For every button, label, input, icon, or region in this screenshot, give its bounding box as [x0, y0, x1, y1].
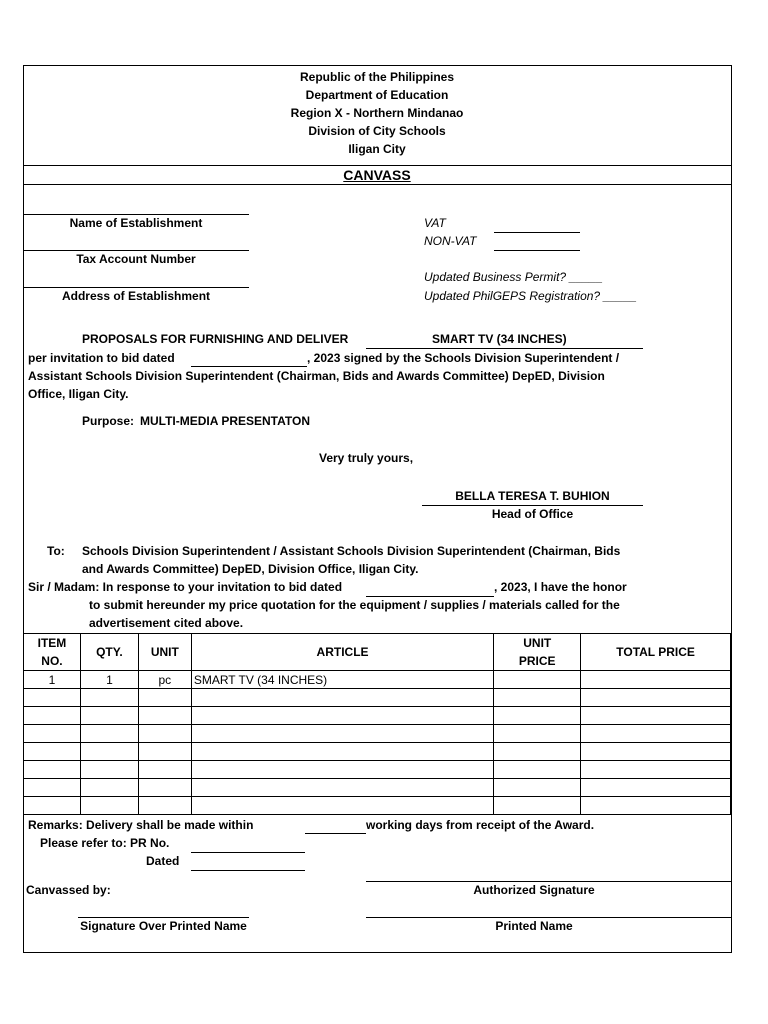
- cell[interactable]: [24, 725, 81, 743]
- address-of-establishment-label: Address of Establishment: [61, 289, 211, 303]
- cell[interactable]: [191, 779, 493, 797]
- table-row: [24, 761, 731, 779]
- vat-field-line[interactable]: [494, 232, 580, 233]
- proposal-line-4: Office, Iligan City.: [28, 387, 129, 401]
- cell[interactable]: [24, 707, 81, 725]
- cell[interactable]: [191, 707, 493, 725]
- name-of-establishment-label: Name of Establishment: [69, 216, 203, 230]
- cell[interactable]: [191, 743, 493, 761]
- cell[interactable]: [138, 707, 191, 725]
- cell[interactable]: [80, 779, 138, 797]
- cell[interactable]: [24, 797, 81, 815]
- letterhead-line-5: Iligan City: [348, 142, 406, 156]
- proposal-lead: PROPOSALS FOR FURNISHING AND DELIVER: [82, 332, 349, 346]
- address-field-line[interactable]: [23, 287, 249, 288]
- cell[interactable]: [138, 743, 191, 761]
- table-row: [24, 779, 731, 797]
- authorized-signature-label: Authorized Signature: [473, 883, 595, 897]
- table-row: [24, 743, 731, 761]
- business-permit-label: Updated Business Permit? _____: [424, 270, 603, 284]
- table-row: [24, 797, 731, 815]
- proposal-item-line: [366, 348, 643, 349]
- col-article: ARTICLE: [191, 634, 493, 671]
- proposal-line-3: Assistant Schools Division Superintendent (Chairman, Bids and Awards Committee) DepED, Division: [28, 369, 605, 383]
- cell[interactable]: [24, 689, 81, 707]
- cell[interactable]: [24, 779, 81, 797]
- dated-line[interactable]: [191, 870, 305, 871]
- canvasser-signature-line[interactable]: [78, 917, 249, 918]
- cell[interactable]: [494, 725, 581, 743]
- cell[interactable]: [494, 779, 581, 797]
- table-row: [24, 689, 731, 707]
- cell[interactable]: [494, 743, 581, 761]
- cell[interactable]: [138, 797, 191, 815]
- non-vat-field-line[interactable]: [494, 250, 580, 251]
- cell[interactable]: [581, 707, 731, 725]
- pr-no-label: Please refer to: PR No.: [40, 836, 170, 850]
- cell[interactable]: [24, 761, 81, 779]
- cell[interactable]: [494, 707, 581, 725]
- signatory-name: BELLA TERESA T. BUHION: [455, 489, 610, 503]
- cell-unit-price[interactable]: [494, 671, 581, 689]
- col-total-price: TOTAL PRICE: [581, 634, 731, 671]
- cell[interactable]: [581, 689, 731, 707]
- honor-text: , 2023, I have the honor: [494, 580, 627, 594]
- signatory-line: [422, 505, 643, 506]
- cell[interactable]: [138, 779, 191, 797]
- closing: Very truly yours,: [319, 451, 414, 465]
- letterhead-line-2: Department of Education: [305, 88, 449, 102]
- pr-no-line[interactable]: [191, 852, 305, 853]
- cell[interactable]: [581, 743, 731, 761]
- cell[interactable]: [191, 761, 493, 779]
- table-header-row: [24, 634, 731, 671]
- cell[interactable]: [138, 725, 191, 743]
- cell[interactable]: [191, 689, 493, 707]
- cell[interactable]: [581, 725, 731, 743]
- cell[interactable]: [80, 707, 138, 725]
- submit-line-2: advertisement cited above.: [89, 616, 244, 630]
- cell-qty: 1: [80, 671, 138, 689]
- cell[interactable]: [80, 797, 138, 815]
- letterhead-line-1: Republic of the Philippines: [299, 70, 454, 84]
- cell-item-no: 1: [24, 671, 81, 689]
- signed-by-text: , 2023 signed by the Schools Division Superintendent /: [307, 351, 620, 365]
- cell[interactable]: [138, 761, 191, 779]
- cell-unit: pc: [138, 671, 191, 689]
- cell[interactable]: [80, 743, 138, 761]
- cell[interactable]: [494, 797, 581, 815]
- tin-field-line[interactable]: [23, 250, 249, 251]
- name-field-line[interactable]: [23, 214, 249, 215]
- signature-over-printed-name-text: Signature Over Printed Name: [80, 919, 247, 933]
- non-vat-label: NON-VAT: [424, 234, 477, 248]
- letterhead: [23, 68, 731, 158]
- table-row: [24, 725, 731, 743]
- cell[interactable]: [581, 779, 731, 797]
- delivery-days-line[interactable]: [305, 833, 366, 834]
- invitation-date-line[interactable]: [366, 596, 494, 597]
- table-row: [24, 707, 731, 725]
- to-label: To:: [47, 544, 65, 558]
- divider: [23, 165, 731, 166]
- cell[interactable]: [494, 689, 581, 707]
- printed-name-label: Printed Name: [495, 919, 573, 933]
- cell-total-price[interactable]: [581, 671, 731, 689]
- cell[interactable]: [191, 797, 493, 815]
- col-unit: UNIT: [138, 634, 191, 671]
- vat-label: VAT: [424, 216, 446, 230]
- authorized-signature-line[interactable]: [366, 881, 731, 882]
- bid-date-line[interactable]: [191, 366, 307, 367]
- cell[interactable]: [24, 743, 81, 761]
- purpose-value: MULTI-MEDIA PRESENTATON: [140, 414, 310, 428]
- bid-dated-text: per invitation to bid dated: [28, 351, 175, 365]
- to-line-2: and Awards Committee) DepED, Division Office, Iligan City.: [82, 562, 419, 576]
- col-qty: QTY.: [80, 634, 138, 671]
- purpose-label: Purpose:: [82, 414, 135, 428]
- sir-madam-text: Sir / Madam: In response to your invitation to bid dated: [28, 580, 343, 594]
- tax-account-number-label: Tax Account Number: [76, 252, 196, 266]
- submit-line-1: to submit hereunder my price quotation for the equipment / supplies / materials called for the: [89, 598, 620, 612]
- table-row: [24, 671, 731, 689]
- cell[interactable]: [80, 689, 138, 707]
- cell[interactable]: [581, 761, 731, 779]
- letterhead-line-4: Division of City Schools: [308, 124, 446, 138]
- col-item-no: ITEM NO.: [24, 634, 81, 671]
- col-unit-price: UNIT PRICE: [494, 634, 581, 671]
- letterhead-line-3: Region X - Northern Mindanao: [290, 106, 464, 120]
- cell[interactable]: [80, 725, 138, 743]
- divider: [23, 184, 731, 185]
- canvassed-by-label: Canvassed by:: [26, 883, 111, 897]
- printed-name-line[interactable]: [366, 917, 731, 918]
- signature-over-printed-name-label: [78, 919, 249, 933]
- remarks-suffix: working days from receipt of the Award.: [366, 818, 595, 832]
- cell[interactable]: [138, 689, 191, 707]
- proposal-item: SMART TV (34 INCHES): [432, 332, 567, 346]
- cell[interactable]: [581, 797, 731, 815]
- signatory-title: Head of Office: [491, 507, 574, 521]
- philgeps-label: Updated PhilGEPS Registration? _____: [424, 289, 637, 303]
- page-title: CANVASS: [343, 167, 411, 183]
- remarks-text: Remarks: Delivery shall be made within: [28, 818, 254, 832]
- to-line-1: Schools Division Superintendent / Assistant Schools Division Superintendent (Chairman, Bids: [82, 544, 621, 558]
- cell-article: SMART TV (34 INCHES): [191, 671, 493, 689]
- cell[interactable]: [80, 761, 138, 779]
- dated-label: Dated: [146, 854, 180, 868]
- cell[interactable]: [191, 725, 493, 743]
- cell[interactable]: [494, 761, 581, 779]
- items-table: [23, 633, 731, 815]
